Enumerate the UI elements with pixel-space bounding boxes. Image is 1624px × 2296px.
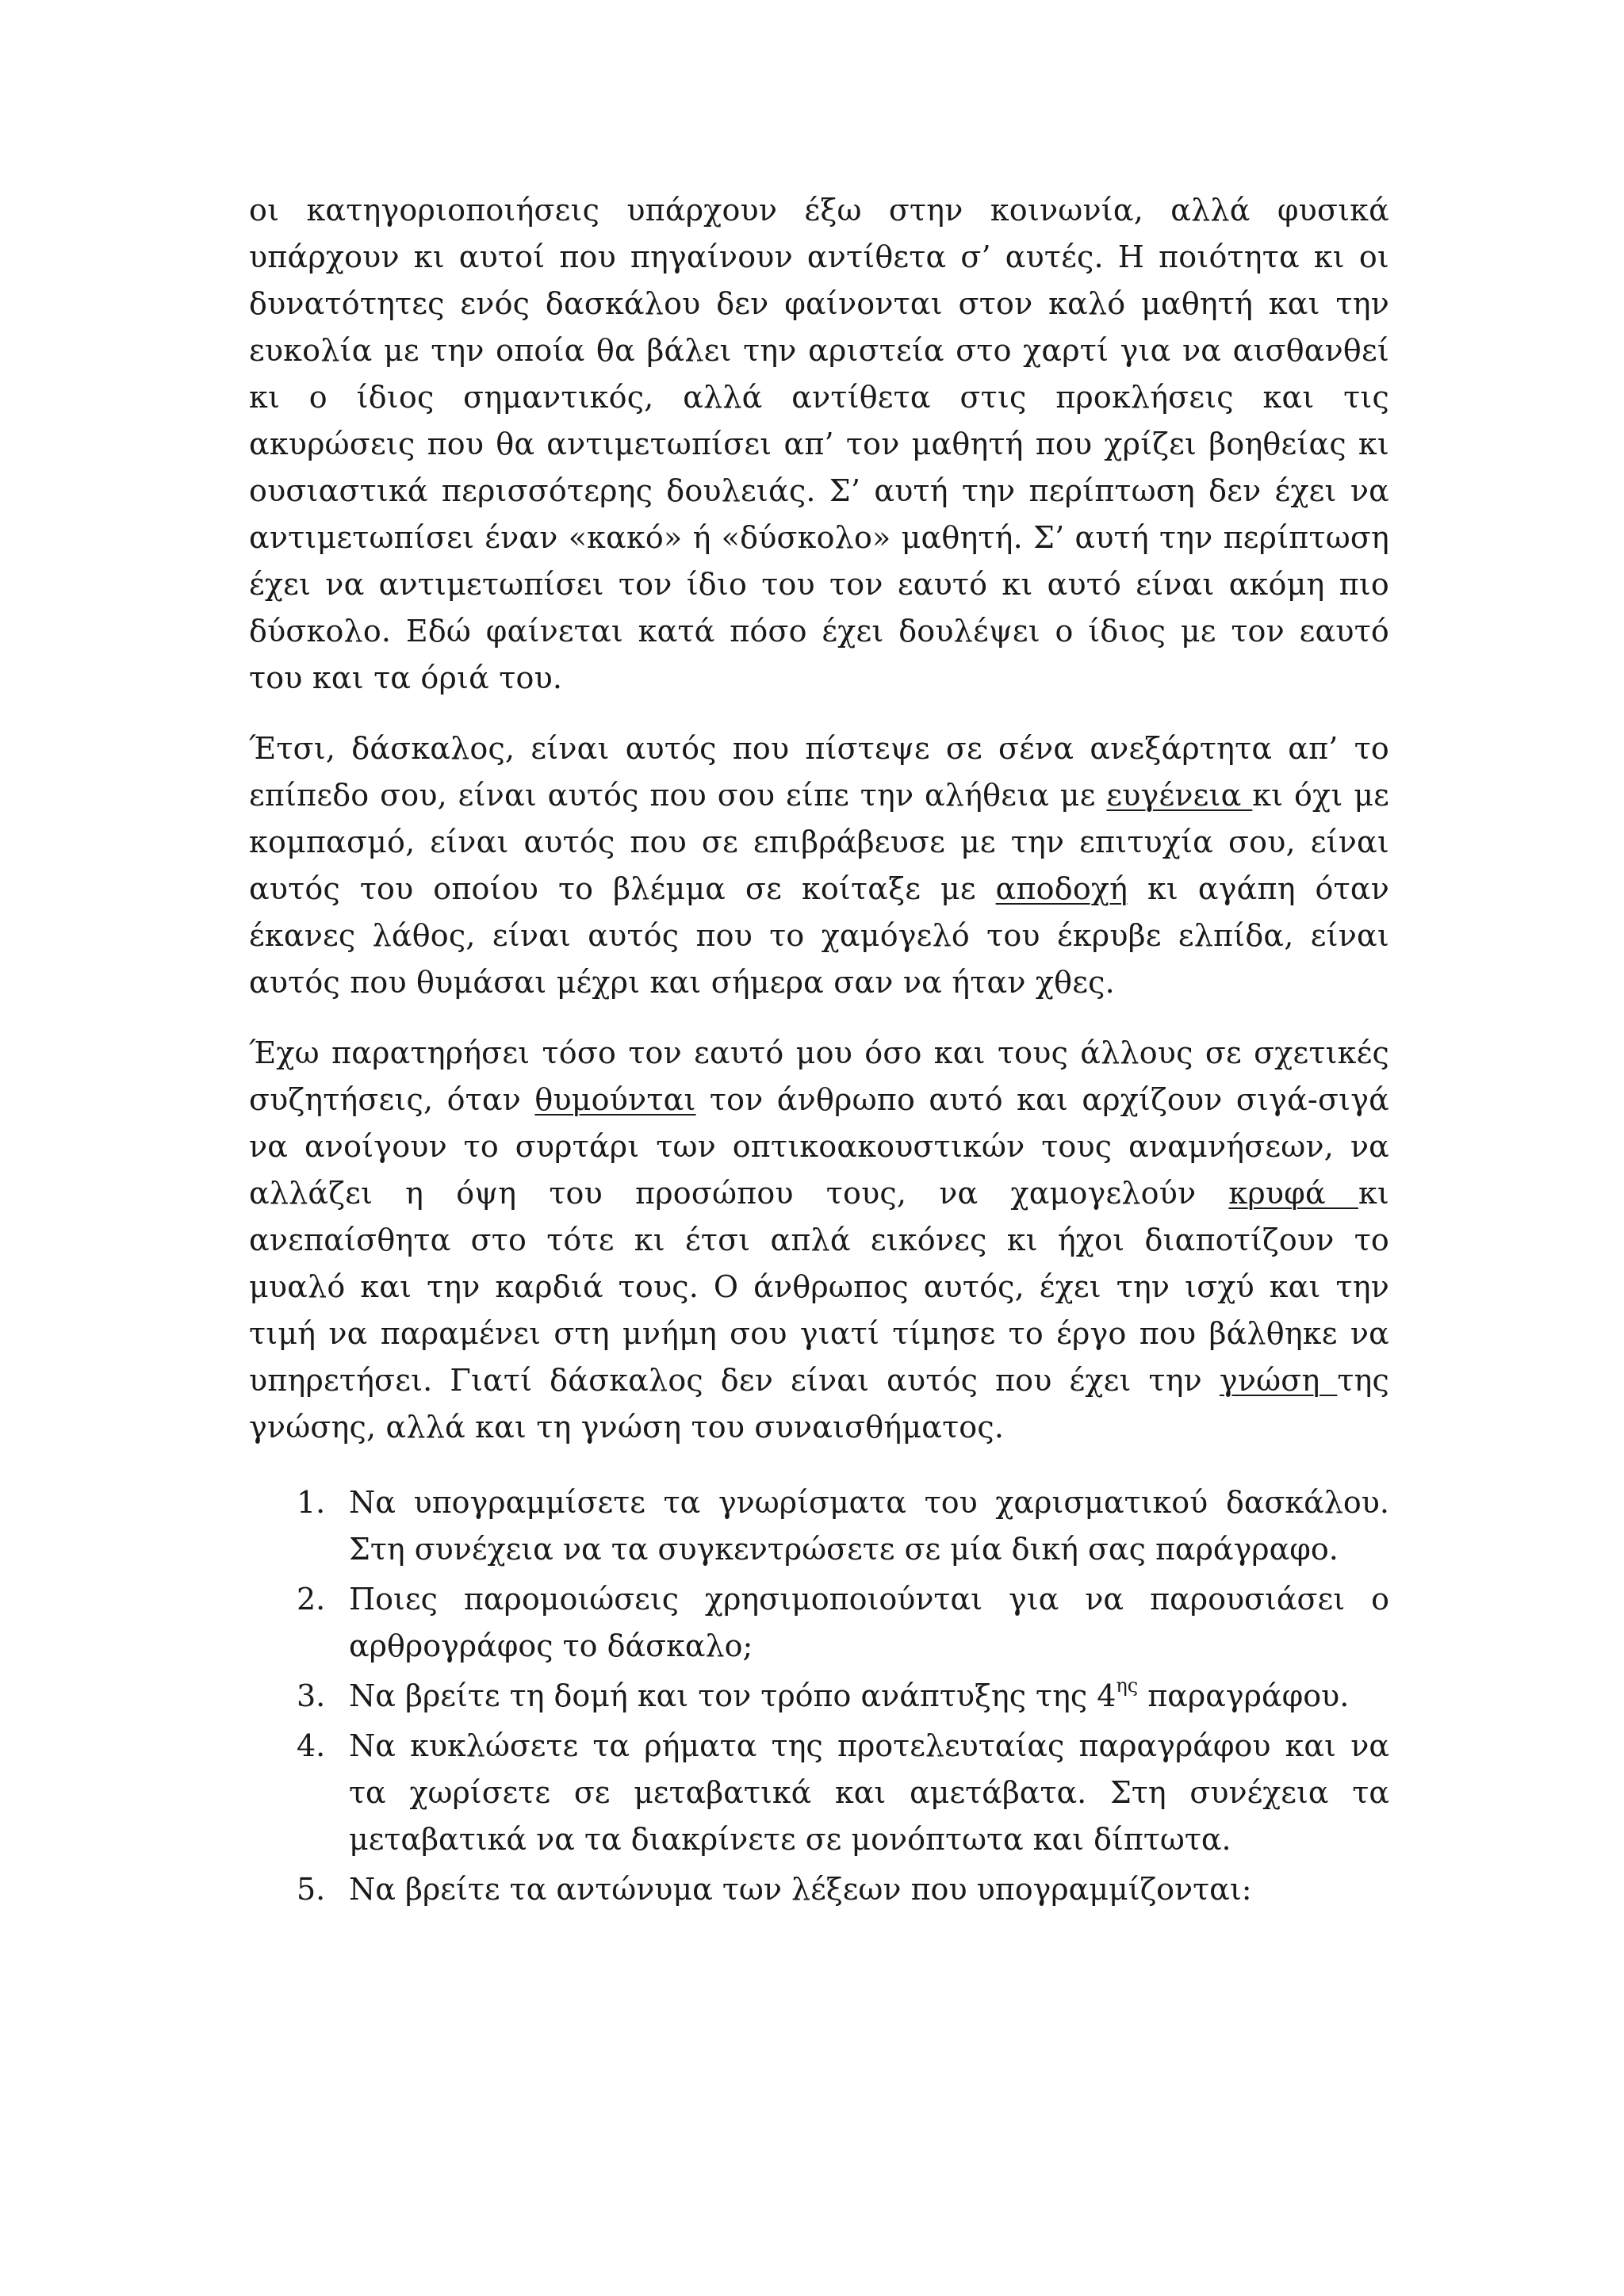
paragraph-3-text-a: Έχω παρατηρήσει τόσο τον εαυτό μου όσο και τους άλλους σε σχετικές συζητήσεις, όταν: [249, 1035, 1389, 1117]
paragraph-2-text-a: Έτσι, δάσκαλος, είναι αυτός που πίστεψε σε σένα ανεξάρτητα απ’ το επίπεδο σου, είναι αυτός που σου είπε την αλήθεια με: [249, 731, 1389, 813]
question-number: 2.: [297, 1582, 326, 1617]
paragraph-1-text: οι κατηγοριοποιήσεις υπάρχουν έξω στην κοινωνία, αλλά φυσικά υπάρχουν κι αυτοί που πηγαίνουν αντίθετα σ’ αυτές. Η ποιότητα κι οι δυνατότητες ενός δασκάλου δεν φαίνονται στον καλό μαθητή και την ευκολία με την οποία θα βάλει την αριστεία στο χαρτί για να αισθανθεί κι ο ίδιος σημαντικός, αλλά αντίθετα στις προκλήσεις και τις ακυρώσεις που θα αντιμετωπίσει απ’ τον μαθητή που χρίζει βοηθείας κι ουσιαστικά περισσότερης δουλειάς. Σ’ αυτή την περίπτωση δεν έχει να αντιμετωπίσει έναν «κακό» ή «δύσκολο» μαθητή. Σ’ αυτή την περίπτωση έχει να αντιμετωπίσει τον ίδιο του τον εαυτό κι αυτό είναι ακόμη πιο δύσκολο. Εδώ φαίνεται κατά πόσο έχει δουλέψει ο ίδιος με τον εαυτό του και τα όριά του.: [249, 193, 1389, 695]
question-number: 4.: [297, 1728, 326, 1763]
underlined-word-gnosi: γνώση: [1219, 1363, 1338, 1398]
paragraph-3-text-c: κι ανεπαίσθητα στο τότε κι έτσι απλά εικόνες κι ήχοι διαποτίζουν το μυαλό και την καρδιά τους. Ο άνθρωπος αυτός, έχει την ισχύ και την τιμή να παραμένει στη μνήμη σου γιατί τίμησε το έργο που βάλθηκε να υπηρετήσει. Γιατί δάσκαλος δεν είναι αυτός που έχει την: [249, 1176, 1389, 1398]
question-text-after: παραγράφου.: [1138, 1678, 1350, 1713]
underlined-word-kryfa: κρυφά: [1228, 1176, 1358, 1211]
question-number: 5.: [297, 1872, 326, 1907]
paragraph-2-text-b: κι όχι με κομπασμό, είναι αυτός που σε επιβράβευσε με την επιτυχία σου, είναι αυτός του οποίου το βλέμμα σε κοίταξε με: [249, 778, 1389, 906]
question-item: [249, 1866, 1389, 1913]
question-text: [349, 1673, 1389, 1720]
question-number: 3.: [297, 1678, 326, 1713]
question-text: Ποιες παρομοιώσεις χρησιμοποιούνται για να παρουσιάσει ο αρθρογράφος το δάσκαλο;: [349, 1582, 1389, 1663]
paragraph-3-text-b: τον άνθρωπο αυτό και αρχίζουν σιγά-σιγά να ανοίγουν το συρτάρι των οπτικοακουστικών τους αναμνήσεων, να αλλάζει η όψη του προσώπου τους, να χαμογελούν: [249, 1082, 1389, 1211]
paragraph-2-text-c: κι αγάπη όταν έκανες λάθος, είναι αυτός που το χαμόγελό του έκρυβε ελπίδα, είναι αυτός που θυμάσαι μέχρι και σήμερα σαν να ήταν χθες.: [249, 871, 1390, 1000]
question-text-before: Να βρείτε τη δομή και τον τρόπο ανάπτυξης της 4: [349, 1678, 1116, 1713]
underlined-word-evgeneia: ευγένεια: [1106, 778, 1253, 813]
question-item: [249, 1576, 1389, 1670]
paragraph-3: [249, 1030, 1389, 1451]
paragraph-2: [249, 725, 1389, 1006]
question-number: 1.: [297, 1485, 326, 1520]
underlined-word-apodochi: αποδοχή: [995, 871, 1128, 906]
question-item: [249, 1723, 1389, 1863]
paragraph-1: [249, 187, 1389, 702]
question-item: [249, 1479, 1389, 1573]
question-text: Να κυκλώσετε τα ρήματα της προτελευταίας παραγράφου και να τα χωρίσετε σε μεταβατικά και αμετάβατα. Στη συνέχεια τα μεταβατικά να τα διακρίνετε σε μονόπτωτα και δίπτωτα.: [349, 1728, 1389, 1857]
document-page: [249, 187, 1389, 1916]
questions-list: [249, 1479, 1389, 1913]
question-text: Να υπογραμμίσετε τα γνωρίσματα του χαρισματικού δασκάλου. Στη συνέχεια να τα συγκεντρώσετε σε μία δική σας παράγραφο.: [349, 1485, 1389, 1567]
underlined-word-thymountai: θυμούνται: [534, 1082, 696, 1117]
ordinal-superscript: ης: [1116, 1674, 1139, 1697]
question-text: Να βρείτε τα αντώνυμα των λέξεων που υπογραμμίζονται:: [349, 1872, 1252, 1907]
paragraph-3-text-d: της γνώσης, αλλά και τη γνώση του συναισθήματος.: [249, 1363, 1389, 1445]
question-item: [249, 1673, 1389, 1720]
